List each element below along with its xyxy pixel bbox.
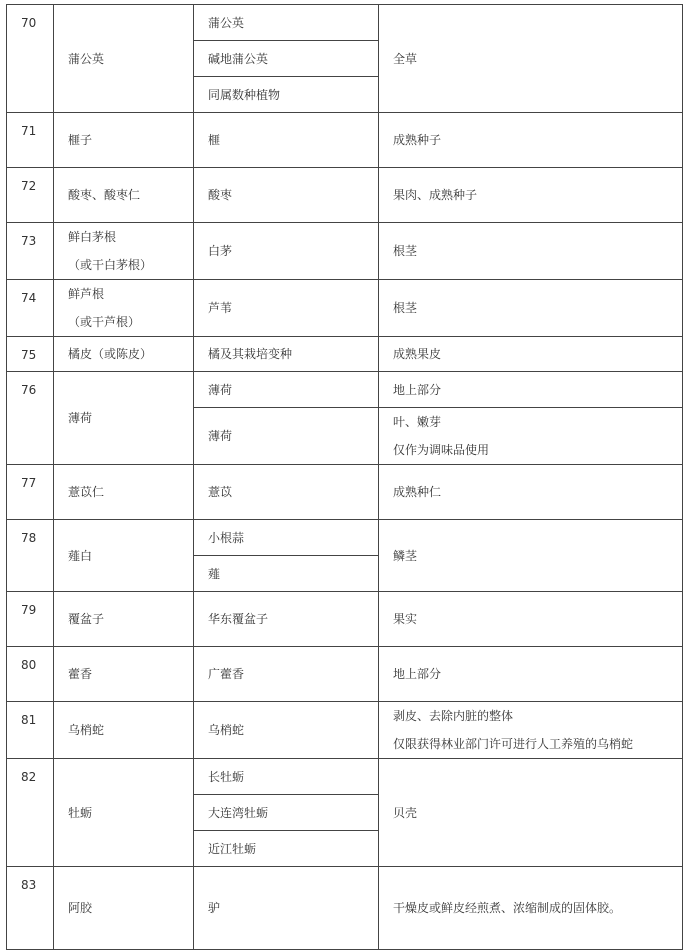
used-part-line: 根茎	[393, 301, 418, 315]
species-line: 薄荷	[208, 429, 233, 443]
used-part-line: 地上部分	[393, 667, 442, 681]
table-row	[7, 5, 683, 41]
used-part-line: 剥皮、去除内脏的整体	[393, 709, 514, 723]
species-line: 薄荷	[208, 382, 233, 397]
species-line: 乌梢蛇	[208, 723, 245, 737]
row-number: 80	[7, 647, 54, 702]
species-line: 长牡蛎	[208, 769, 245, 784]
species-name	[194, 280, 379, 337]
item-name-line: 薄荷	[68, 411, 93, 425]
row-number: 79	[7, 592, 54, 647]
table-row	[7, 592, 683, 647]
species-line: 榧	[208, 133, 221, 147]
used-part-line: 果肉、成熟种子	[393, 188, 478, 202]
table-row	[7, 867, 683, 950]
item-name-line: 橘皮（或陈皮）	[68, 347, 153, 361]
species-name	[194, 867, 379, 950]
item-name	[54, 702, 194, 759]
item-name-line: 薏苡仁	[68, 485, 105, 499]
species-line: 大连湾牡蛎	[208, 805, 269, 820]
species-line: 广藿香	[208, 667, 245, 681]
used-part-line: 地上部分	[393, 382, 442, 397]
row-number: 82	[7, 759, 54, 867]
item-name	[54, 520, 194, 592]
used-part	[379, 372, 683, 408]
item-name	[54, 168, 194, 223]
row-number: 71	[7, 113, 54, 168]
row-number: 74	[7, 280, 54, 337]
used-part	[379, 337, 683, 372]
table-row	[7, 280, 683, 337]
species-name	[194, 556, 379, 592]
species-name	[194, 77, 379, 113]
item-name	[54, 465, 194, 520]
species-name	[194, 465, 379, 520]
used-part	[379, 702, 683, 759]
item-name	[54, 280, 194, 337]
item-name-line: 阿胶	[68, 901, 93, 915]
used-part	[379, 520, 683, 592]
species-line: 芦苇	[208, 301, 233, 315]
species-name	[194, 592, 379, 647]
used-part-line: 成熟种子	[393, 133, 442, 147]
species-line: 小根蒜	[208, 530, 245, 545]
species-line: 蒲公英	[208, 15, 245, 30]
used-part-line: 成熟种仁	[393, 485, 442, 499]
table-row	[7, 168, 683, 223]
food-medicine-table	[6, 4, 683, 950]
row-number: 83	[7, 867, 54, 950]
used-part-line: 仅作为调味品使用	[393, 443, 490, 457]
species-name	[194, 5, 379, 41]
used-part	[379, 5, 683, 113]
used-part	[379, 867, 683, 950]
row-number: 75	[7, 337, 54, 372]
table-row	[7, 465, 683, 520]
species-name	[194, 831, 379, 867]
species-line: 橘及其栽培变种	[208, 347, 293, 361]
item-name-line: （或干芦根）	[68, 315, 141, 329]
item-name-line: 牡蛎	[68, 805, 93, 820]
item-name	[54, 337, 194, 372]
used-part-line: 成熟果皮	[393, 347, 442, 361]
item-name-line: 酸枣、酸枣仁	[68, 188, 141, 202]
row-number: 76	[7, 372, 54, 465]
species-line: 薤	[208, 566, 221, 581]
table-row	[7, 759, 683, 795]
used-part-line: 果实	[393, 612, 418, 626]
species-name	[194, 795, 379, 831]
row-number: 72	[7, 168, 54, 223]
species-line: 同属数种植物	[208, 87, 281, 102]
row-number: 81	[7, 702, 54, 759]
used-part-line: 根茎	[393, 244, 418, 258]
item-name-line: 鲜白茅根	[68, 230, 117, 244]
item-name-line: 鲜芦根	[68, 287, 105, 301]
species-name	[194, 223, 379, 280]
table-row	[7, 520, 683, 556]
table-row	[7, 647, 683, 702]
species-name	[194, 408, 379, 465]
item-name-line: 乌梢蛇	[68, 723, 105, 737]
table-row	[7, 223, 683, 280]
used-part	[379, 759, 683, 867]
item-name	[54, 759, 194, 867]
item-name	[54, 113, 194, 168]
species-name	[194, 168, 379, 223]
species-name	[194, 520, 379, 556]
used-part	[379, 280, 683, 337]
item-name-line: 藿香	[68, 667, 93, 681]
table-row	[7, 372, 683, 408]
species-line: 碱地蒲公英	[208, 51, 269, 66]
species-line: 薏苡	[208, 485, 233, 499]
item-name	[54, 372, 194, 465]
used-part	[379, 168, 683, 223]
used-part	[379, 223, 683, 280]
item-name-line: 榧子	[68, 133, 93, 147]
table-row	[7, 113, 683, 168]
table-row	[7, 337, 683, 372]
item-name	[54, 592, 194, 647]
used-part-line: 仅限获得林业部门许可进行人工养殖的乌梢蛇	[393, 737, 634, 751]
item-name-line: 覆盆子	[68, 612, 105, 626]
species-name	[194, 372, 379, 408]
species-name	[194, 759, 379, 795]
item-name-line: 薤白	[68, 548, 93, 563]
species-line: 酸枣	[208, 188, 233, 202]
item-name	[54, 5, 194, 113]
species-name	[194, 41, 379, 77]
row-number: 70	[7, 5, 54, 113]
used-part	[379, 465, 683, 520]
species-line: 驴	[208, 901, 221, 915]
species-line: 华东覆盆子	[208, 612, 269, 626]
species-name	[194, 647, 379, 702]
used-part	[379, 592, 683, 647]
used-part-line: 全草	[393, 51, 418, 66]
item-name-line: （或干白茅根）	[68, 258, 153, 272]
item-name-line: 蒲公英	[68, 51, 105, 66]
row-number: 77	[7, 465, 54, 520]
used-part	[379, 113, 683, 168]
species-name	[194, 113, 379, 168]
used-part-line: 叶、嫩芽	[393, 415, 442, 429]
species-line: 近江牡蛎	[208, 841, 257, 856]
used-part	[379, 647, 683, 702]
used-part-line: 干燥皮或鲜皮经煎煮、浓缩制成的固体胶。	[393, 901, 622, 915]
used-part-line: 鳞茎	[393, 548, 418, 563]
item-name	[54, 867, 194, 950]
item-name	[54, 647, 194, 702]
table-row	[7, 702, 683, 759]
row-number: 73	[7, 223, 54, 280]
species-name	[194, 702, 379, 759]
table-body	[7, 5, 683, 950]
species-name	[194, 337, 379, 372]
item-name	[54, 223, 194, 280]
used-part-line: 贝壳	[393, 805, 418, 820]
species-line: 白茅	[208, 244, 233, 258]
used-part	[379, 408, 683, 465]
row-number: 78	[7, 520, 54, 592]
